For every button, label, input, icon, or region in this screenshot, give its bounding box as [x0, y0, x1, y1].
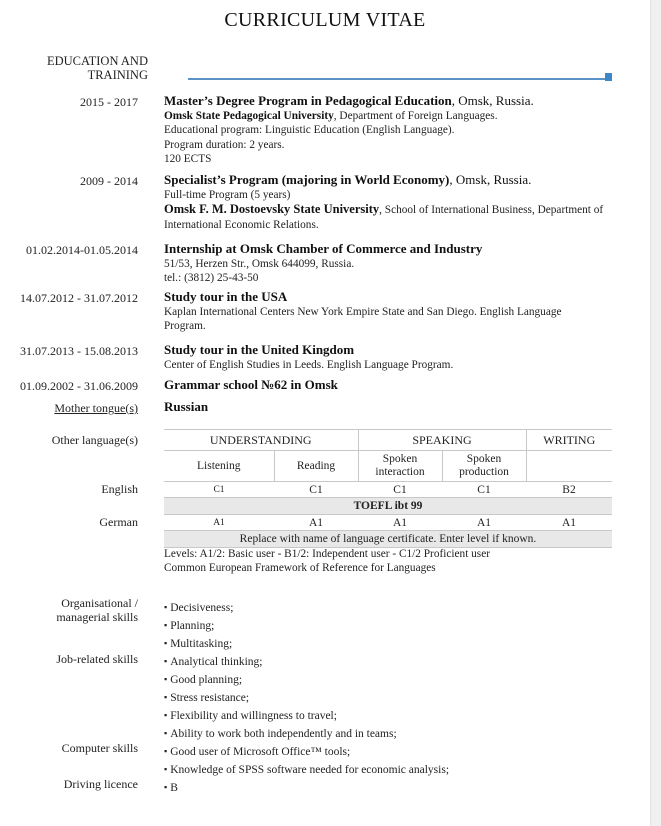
- driving-licence-label: Driving licence: [63, 777, 138, 791]
- level-reading: A1: [274, 515, 358, 531]
- entry-dates: 01.02.2014-01.05.2014: [26, 243, 138, 257]
- entry-line: 120 ECTS: [164, 152, 212, 165]
- entry-line: Program duration: 2 years.: [164, 138, 285, 151]
- list-item: ▪ Decisiveness;: [164, 599, 449, 617]
- entry-line: 51/53, Herzen Str., Omsk 644099, Russia.: [164, 258, 355, 270]
- entry-org-suffix: , Department of Foreign Languages.: [333, 110, 498, 122]
- entry-line: Kaplan International Centers New York Empire State and San Diego. English Language Program.: [164, 306, 562, 333]
- list-item: ▪ Analytical thinking;: [164, 653, 449, 671]
- list-item: ▪ B: [164, 779, 449, 797]
- subheader-writing-empty: [526, 451, 612, 482]
- entry-title: Study tour in the United Kingdom: [164, 342, 355, 357]
- mother-tongue: [164, 399, 614, 415]
- education-entry: [164, 172, 614, 232]
- subheader-spoken-production: Spoken production: [442, 451, 526, 482]
- education-entry: [164, 241, 614, 286]
- level-spoken-production: A1: [442, 515, 526, 531]
- list-item: ▪ Planning;: [164, 617, 449, 635]
- label-line: managerial skills: [56, 610, 138, 624]
- entry-title: Master’s Degree Program in Pedagogical Education: [164, 93, 452, 108]
- mother-tongue-label: Mother tongue(s): [54, 401, 138, 415]
- education-entry: [164, 289, 594, 334]
- level-listening: A1: [164, 515, 274, 531]
- certificate-english: TOEFL ibt 99: [164, 498, 612, 515]
- list-item: ▪ Stress resistance;: [164, 689, 449, 707]
- entry-org: Omsk State Pedagogical University: [164, 110, 334, 122]
- level-spoken-interaction: C1: [358, 482, 442, 498]
- list-item: ▪ Good planning;: [164, 671, 449, 689]
- section-divider-marker-icon: [605, 73, 612, 81]
- language-name: English: [101, 482, 138, 496]
- entry-dates: 2015 - 2017: [80, 95, 138, 109]
- section-heading-line-2: TRAINING: [87, 68, 148, 82]
- subheader-spoken-interaction: Spoken interaction: [358, 451, 442, 482]
- education-entry: [164, 377, 614, 393]
- levels-note: Levels: A1/2: Basic user - B1/2: Independent user - C1/2 Proficient user: [164, 548, 490, 560]
- framework-note: Common European Framework of Reference for Languages: [164, 562, 436, 574]
- entry-title: Grammar school №62 in Omsk: [164, 377, 338, 392]
- entry-dates: 01.09.2002 - 31.06.2009: [20, 379, 138, 393]
- scrollbar-track[interactable]: [650, 0, 661, 826]
- education-entry: [164, 93, 614, 166]
- entry-org: Omsk F. M. Dostoevsky State University: [164, 202, 380, 217]
- list-item: ▪ Flexibility and willingness to travel;: [164, 707, 449, 725]
- label-line: Organisational /: [61, 596, 138, 610]
- list-item: ▪ Multitasking;: [164, 635, 449, 653]
- entry-line: Educational program: Linguistic Education (English Language).: [164, 124, 455, 137]
- subheader-reading: Reading: [274, 451, 358, 482]
- job-skills-label: Job-related skills: [56, 652, 138, 666]
- level-spoken-production: C1: [442, 482, 526, 498]
- certificate-row: [164, 531, 612, 548]
- education-entry: [164, 342, 614, 372]
- other-languages-label: Other language(s): [51, 433, 138, 447]
- skills-list: [164, 599, 449, 797]
- subheader-listening: Listening: [164, 451, 274, 482]
- entry-dates: 2009 - 2014: [80, 174, 138, 188]
- list-item: ▪ Knowledge of SPSS software needed for economic analysis;: [164, 761, 449, 779]
- entry-line: tel.: (3812) 25-43-50: [164, 272, 259, 285]
- section-heading-education: [20, 54, 148, 82]
- section-divider: [188, 78, 606, 80]
- certificate-row: [164, 498, 612, 515]
- entry-dates: 14.07.2012 - 31.07.2012: [20, 291, 138, 305]
- entry-title-suffix: , Omsk, Russia.: [451, 93, 534, 108]
- entry-title: Specialist’s Program (majoring in World Economy): [164, 172, 450, 187]
- list-item: ▪ Ability to work both independently and in teams;: [164, 725, 449, 743]
- level-listening: C1: [164, 482, 274, 498]
- list-item: ▪ Good user of Microsoft Office™ tools;: [164, 743, 449, 761]
- certificate-german: Replace with name of language certificate. Enter level if known.: [164, 531, 612, 548]
- entry-line: Full-time Program (5 years): [164, 189, 291, 201]
- entry-line: Center of English Studies in Leeds. English Language Program.: [164, 359, 454, 371]
- level-writing: B2: [526, 482, 612, 498]
- mother-tongue-value: Russian: [164, 399, 209, 414]
- entry-title: Study tour in the USA: [164, 289, 288, 304]
- section-heading-line-1: EDUCATION AND: [46, 54, 148, 68]
- header-understanding: UNDERSTANDING: [164, 430, 358, 451]
- computer-skills-label: Computer skills: [61, 741, 138, 755]
- header-writing: WRITING: [526, 430, 612, 451]
- header-speaking: SPEAKING: [358, 430, 526, 451]
- language-name: German: [99, 515, 138, 529]
- level-writing: A1: [526, 515, 612, 531]
- level-spoken-interaction: A1: [358, 515, 442, 531]
- entry-dates: 31.07.2013 - 15.08.2013: [20, 344, 138, 358]
- level-reading: C1: [274, 482, 358, 498]
- language-levels-note: [164, 547, 490, 575]
- page-title: CURRICULUM VITAE: [224, 9, 426, 31]
- entry-title-suffix: , Omsk, Russia.: [449, 172, 532, 187]
- language-table: [164, 429, 612, 548]
- language-row-german: [164, 515, 612, 531]
- entry-org-suffix: , School of International Business, Department of International Economic Relations.: [164, 204, 604, 231]
- language-row-english: [164, 482, 612, 498]
- entry-title: Internship at Omsk Chamber of Commerce and Industry: [164, 241, 483, 256]
- organisational-skills-label: [56, 596, 138, 624]
